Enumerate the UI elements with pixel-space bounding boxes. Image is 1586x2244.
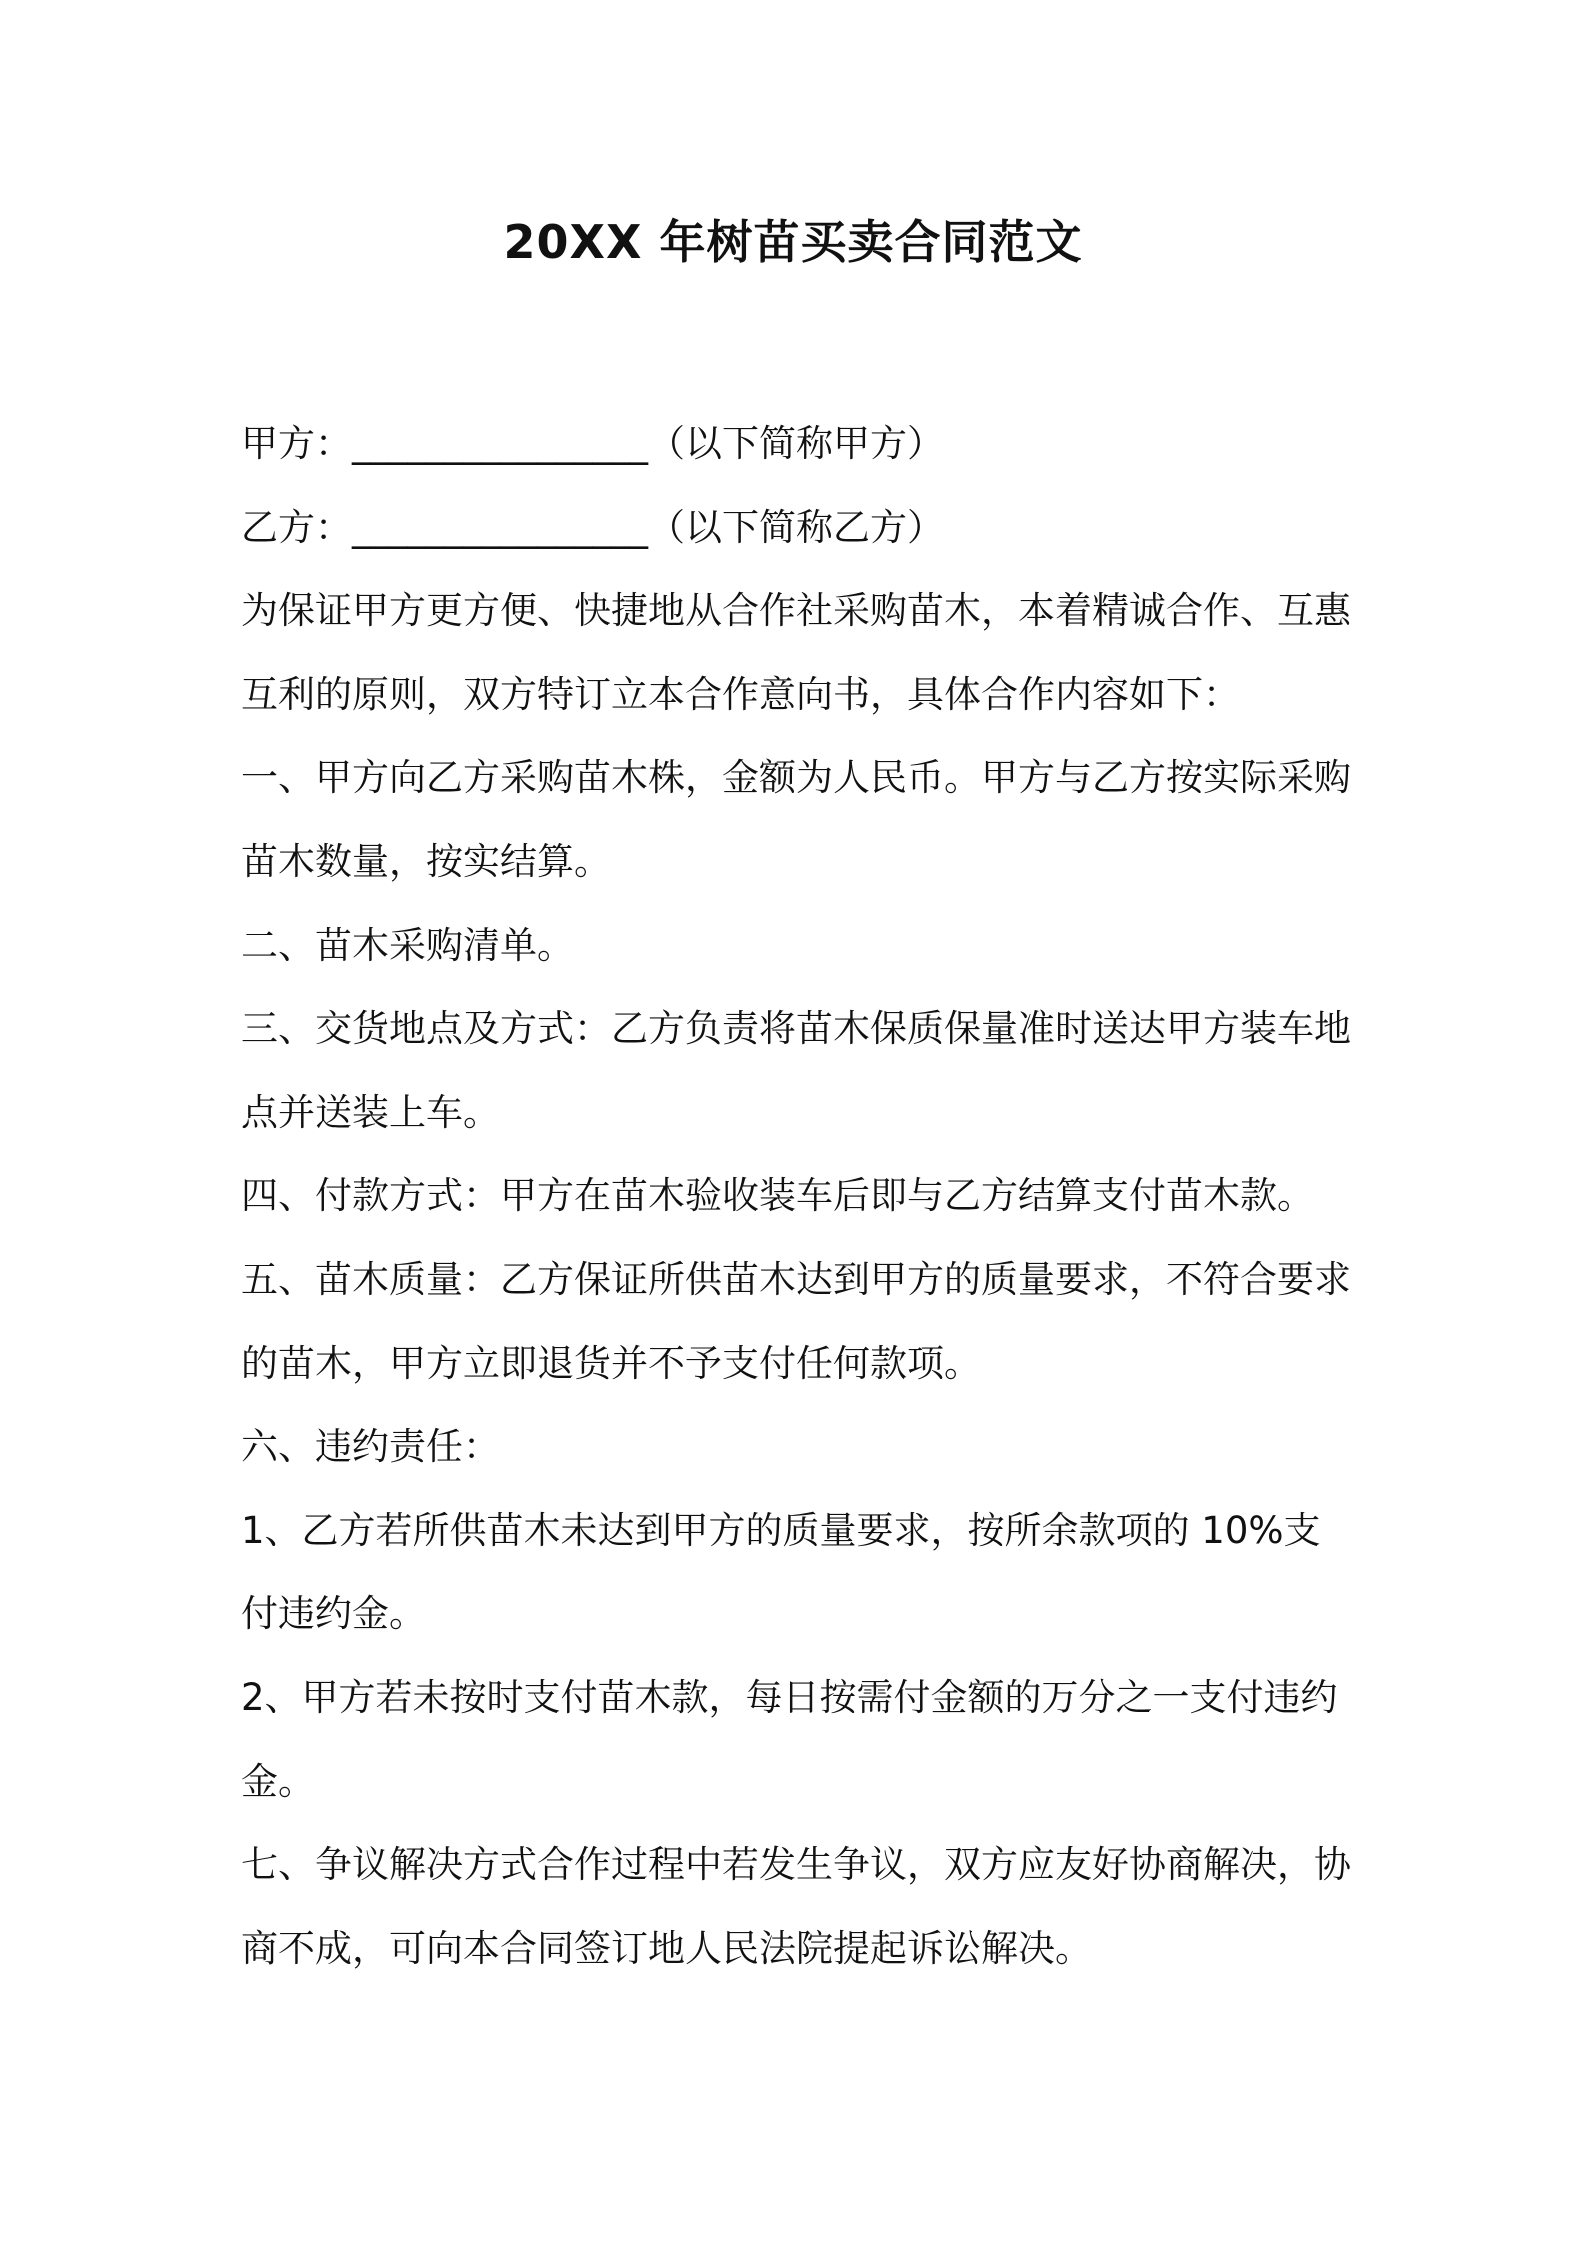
party-a-label: 甲方： — [241, 422, 352, 465]
paragraph-clause-6-item-2: 2、甲方若未按时支付苗木款，每日按需付金额的万分之一支付违约金。 — [241, 1675, 1338, 1803]
party-a-line — [241, 402, 1351, 486]
party-a-note: （以下简称甲方） — [648, 422, 944, 465]
paragraph-clause-6: 六、违约责任： — [241, 1425, 500, 1469]
paragraph-clause-7: 七、争议解决方式合作过程中若发生争议，双方应友好协商解决，协商不成，可向本合同签订地人民法院提起诉讼解决。 — [241, 1843, 1351, 1970]
paragraph-clause-6-item-1: 1、乙方若所供苗木未达到甲方的质量要求，按所余款项的 10%支付违约金。 — [241, 1508, 1321, 1636]
paragraph-clause-4: 四、付款方式：甲方在苗木验收装车后即与乙方结算支付苗木款。 — [241, 1174, 1314, 1218]
party-a-blank: ________________ — [352, 422, 648, 465]
paragraph-clause-1: 一、甲方向乙方采购苗木株，金额为人民币。甲方与乙方按实际采购苗木数量，按实结算。 — [241, 756, 1351, 883]
party-b-label: 乙方： — [241, 505, 352, 549]
party-b-note: （以下简称乙方） — [648, 505, 944, 549]
party-b-line — [241, 486, 1351, 570]
paragraph-clause-3: 三、交货地点及方式：乙方负责将苗木保质保量准时送达甲方装车地点并送装上车。 — [241, 1007, 1351, 1134]
document-body — [241, 402, 1351, 1990]
paragraph-intro: 为保证甲方更方便、快捷地从合作社采购苗木，本着精诚合作、互惠互利的原则，双方特订立本合作意向书，具体合作内容如下： — [241, 589, 1351, 716]
paragraph-clause-5: 五、苗木质量：乙方保证所供苗木达到甲方的质量要求，不符合要求的苗木，甲方立即退货并不予支付任何款项。 — [241, 1257, 1351, 1385]
paragraph-clause-2: 二、苗木采购清单。 — [241, 923, 574, 967]
document-title: 20XX 年树苗买卖合同范文 — [503, 215, 1083, 269]
party-b-blank: ________________ — [352, 505, 648, 549]
